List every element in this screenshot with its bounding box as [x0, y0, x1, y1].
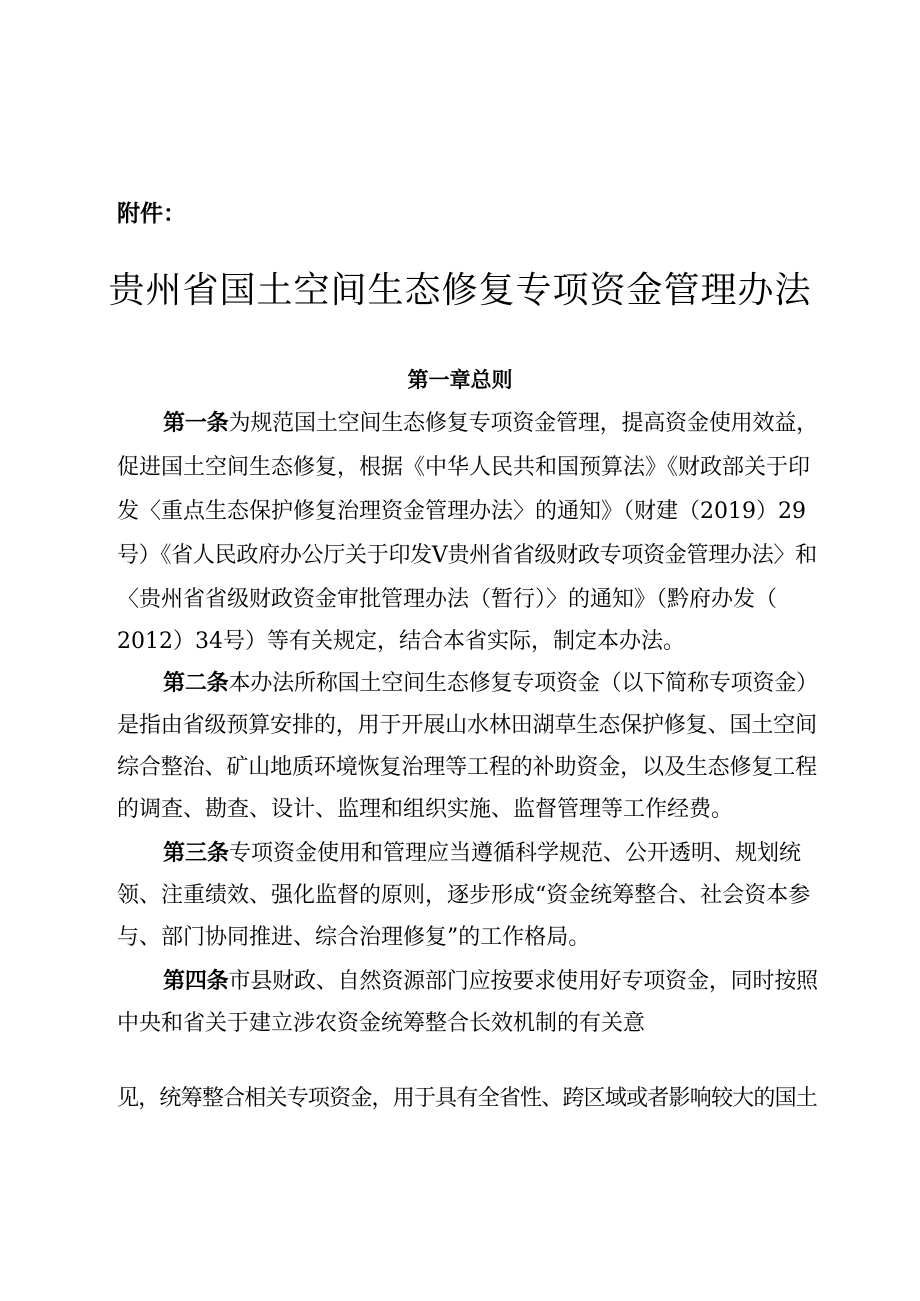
- chapter-heading: 第一章总则: [407, 368, 513, 392]
- attachment-label: 附件：: [117, 201, 186, 227]
- article-1-label: 第一条: [163, 411, 229, 436]
- article-2-line-3: 综合整治、矿山地质环境恢复治理等工程的补助资金，以及生态修复工程: [117, 755, 818, 780]
- article-2-line-4: 的调查、勘查、设计、监理和组织实施、监督管理等工作经费。: [117, 797, 734, 822]
- article-2-line-2: 是指由省级预算安排的，用于开展山水林田湖草生态保护修复、国土空间: [117, 713, 818, 738]
- article-3-line-1: 第三条专项资金使用和管理应当遵循科学规范、公开透明、规划统: [163, 841, 802, 866]
- article-4-line-1: 第四条市县财政、自然资源部门应按要求使用好专项资金，同时按照: [163, 969, 819, 994]
- article-2-line-1: 第二条本办法所称国土空间生态修复专项资金（以下简称专项资金）: [163, 671, 819, 696]
- article-1-line-1: 第一条为规范国土空间生态修复专项资金管理，提高资金使用效益，: [163, 411, 819, 436]
- article-1-line-3: 发〈重点生态保护修复治理资金管理办法〉的通知》（财建（2019）29: [117, 499, 806, 524]
- article-4-line-3: 见，统筹整合相关专项资金，用于具有全省性、跨区域或者影响较大的国土: [117, 1086, 818, 1111]
- article-1-line-4: 号）《省人民政府办公厅关于印发V贵州省省级财政专项资金管理办法〉和: [117, 543, 817, 568]
- article-3-line-3: 与、部门协同推进、综合治理修复”的工作格局。: [117, 925, 591, 950]
- article-1-line-5: 〈贵州省省级财政资金审批管理办法（暂行）〉的通知》（黔府办发（: [117, 587, 778, 612]
- article-4-label: 第四条: [163, 969, 229, 994]
- article-2-label: 第二条: [163, 671, 229, 696]
- article-3-label: 第三条: [163, 841, 230, 866]
- article-3-line-2: 领、注重绩效、强化监督的原则，逐步形成“资金统筹整合、社会资本参: [117, 883, 811, 908]
- article-1-line-2: 促进国土空间生态修复，根据《中华人民共和国预算法》《财政部关于印: [117, 455, 811, 480]
- article-1-line-6: 2012）34号）等有关规定，结合本省实际，制定本办法。: [117, 629, 685, 654]
- article-4-line-2: 中央和省关于建立涉农资金统筹整合长效机制的有关意: [117, 1011, 646, 1036]
- document-title: 贵州省国土空间生态修复专项资金管理办法: [108, 270, 812, 311]
